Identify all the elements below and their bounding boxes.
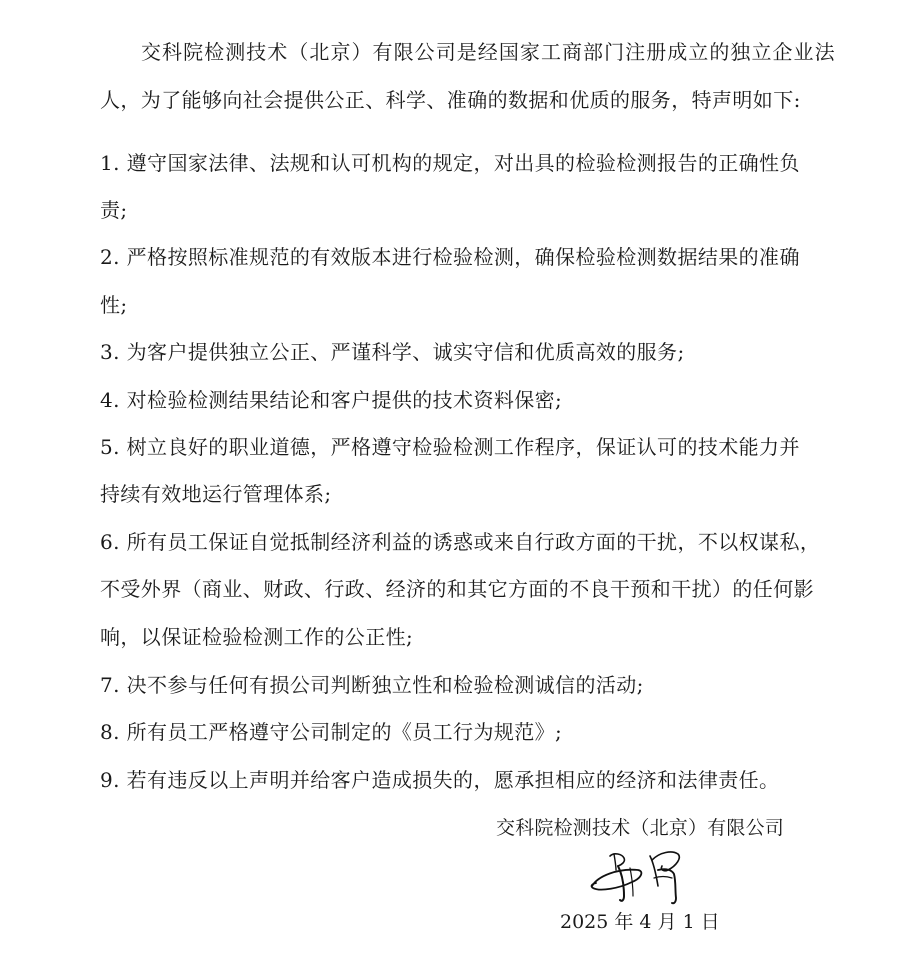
item-6-line-1: 6. 所有员工保证自觉抵制经济利益的诱惑或来自行政方面的干扰，不以权谋私，	[100, 530, 821, 554]
handwritten-signature-icon	[588, 848, 698, 910]
item-2-line-2: 性;	[100, 293, 128, 317]
item-1-line-1: 1. 遵守国家法律、法规和认可机构的规定，对出具的检验检测报告的正确性负	[100, 151, 800, 175]
item-2-line-1: 2. 严格按照标准规范的有效版本进行检验检测，确保检验检测数据结果的准确	[100, 245, 800, 269]
item-4-line-1: 4. 对检验检测结果结论和客户提供的技术资料保密;	[100, 388, 563, 412]
company-name-signoff: 交科院检测技术（北京）有限公司	[496, 817, 785, 839]
intro-line-2: 人，为了能够向社会提供公正、科学、准确的数据和优质的服务，特声明如下:	[100, 88, 801, 112]
intro-line-1: 交科院检测技术（北京）有限公司是经国家工商部门注册成立的独立企业法	[141, 40, 835, 64]
item-5-line-1: 5. 树立良好的职业道德，严格遵守检验检测工作程序，保证认可的技术能力并	[100, 435, 800, 459]
item-6-line-3: 响，以保证检验检测工作的公正性;	[100, 625, 414, 649]
item-7-line-1: 7. 决不参与任何有损公司判断独立性和检验检测诚信的活动;	[100, 673, 644, 697]
item-5-line-2: 持续有效地运行管理体系;	[100, 482, 332, 506]
item-9-line-1: 9. 若有违反以上声明并给客户造成损失的，愿承担相应的经济和法律责任。	[100, 768, 780, 792]
item-3-line-1: 3. 为客户提供独立公正、严谨科学、诚实守信和优质高效的服务;	[100, 340, 685, 364]
item-1-line-2: 责;	[100, 198, 128, 222]
item-6-line-2: 不受外界（商业、财政、行政、经济的和其它方面的不良干预和干扰）的任何影	[100, 577, 814, 601]
item-8-line-1: 8. 所有员工严格遵守公司制定的《员工行为规范》;	[100, 720, 563, 744]
signoff-date: 2025 年 4 月 1 日	[560, 911, 720, 933]
